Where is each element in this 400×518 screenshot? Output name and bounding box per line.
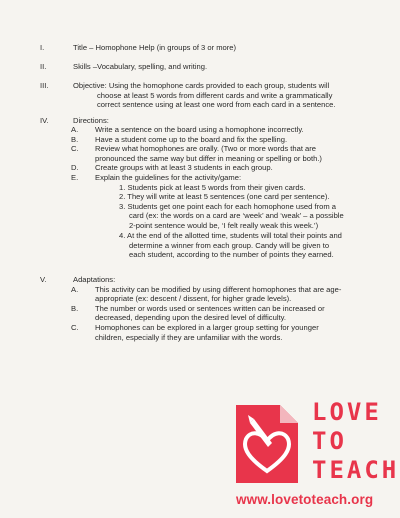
item-letter: D. (71, 163, 79, 173)
item-letter: B. (71, 303, 79, 313)
section-text: Title – Homophone Help (in groups of 3 or more) (73, 43, 237, 52)
section-number: V. (40, 275, 47, 284)
guideline-text: determine a winner from each group. Candy will be given to (129, 240, 330, 250)
item-letter: B. (71, 134, 79, 144)
item-text: Create groups with at least 3 students in each group. (95, 163, 273, 173)
item-letter: C. (71, 144, 79, 154)
section-text-line: Objective: Using the homophone cards provided to each group, students will (73, 81, 330, 90)
love-to-teach-logo-icon (232, 401, 302, 487)
section-text-line: correct sentence using at least one word from each card in a sentence. (97, 100, 336, 110)
item-text: Have a student come up to the board and fix the spelling. (95, 134, 288, 144)
item-letter: A. (71, 125, 79, 134)
item-text: This activity can be modified by using different homophones that are age- (95, 284, 342, 294)
guideline-text: each student, according to the number of points they earned. (129, 250, 334, 260)
item-text: Write a sentence on the board using a homophone incorrectly. (95, 125, 304, 134)
website-url: www.lovetoteach.org (236, 492, 374, 507)
guideline-text: 1. Students pick at least 5 words from their given cards. (119, 182, 306, 192)
item-text: Review what homophones are orally. (Two or more words that are (95, 144, 317, 154)
item-text: children, especially if they are unfamiliar with the words. (95, 332, 283, 342)
section-text: Adaptations: (73, 275, 116, 284)
section-number: I. (40, 43, 45, 52)
item-letter: E. (71, 173, 79, 182)
item-text: appropriate (ex: descent / dissent, for higher grade levels). (95, 294, 292, 304)
section-text: Directions: (73, 116, 109, 125)
logo-word-love: LOVE (312, 398, 382, 426)
item-text: decreased, depending upon the desired level of difficulty. (95, 313, 286, 323)
item-text: Explain the guidelines for the activity/game: (95, 173, 242, 182)
guideline-text: 2-point sentence would be, ‘I felt really weak this week.’) (129, 220, 319, 230)
item-letter: C. (71, 323, 79, 332)
item-text: pronounced the same way but differ in meaning or spelling or both.) (95, 153, 322, 163)
item-text: The number or words used or sentences written can be increased or (95, 303, 325, 313)
guideline-text: 3. Students get one point each for each homophone used from a (119, 201, 336, 211)
logo-word-teach: TEACH (312, 456, 400, 484)
item-letter: A. (71, 284, 79, 294)
section-text-line: choose at least 5 words from different cards and write a grammatically (97, 90, 333, 100)
guideline-text: card (ex: the words on a card are ‘week’ and ‘weak’ – a possible (129, 211, 344, 221)
guideline-text: 2. They will write at least 5 sentences (one card per sentence). (119, 192, 330, 202)
section-number: IV. (40, 116, 49, 125)
guideline-text: 4. At the end of the allotted time, students will total their points and (119, 231, 342, 240)
section-text: Skills –Vocabulary, spelling, and writing. (73, 62, 208, 71)
section-number: II. (40, 62, 47, 71)
section-number: III. (40, 81, 49, 90)
logo-word-to: TO (312, 427, 347, 455)
item-text: Homophones can be explored in a larger group setting for younger (95, 323, 319, 332)
